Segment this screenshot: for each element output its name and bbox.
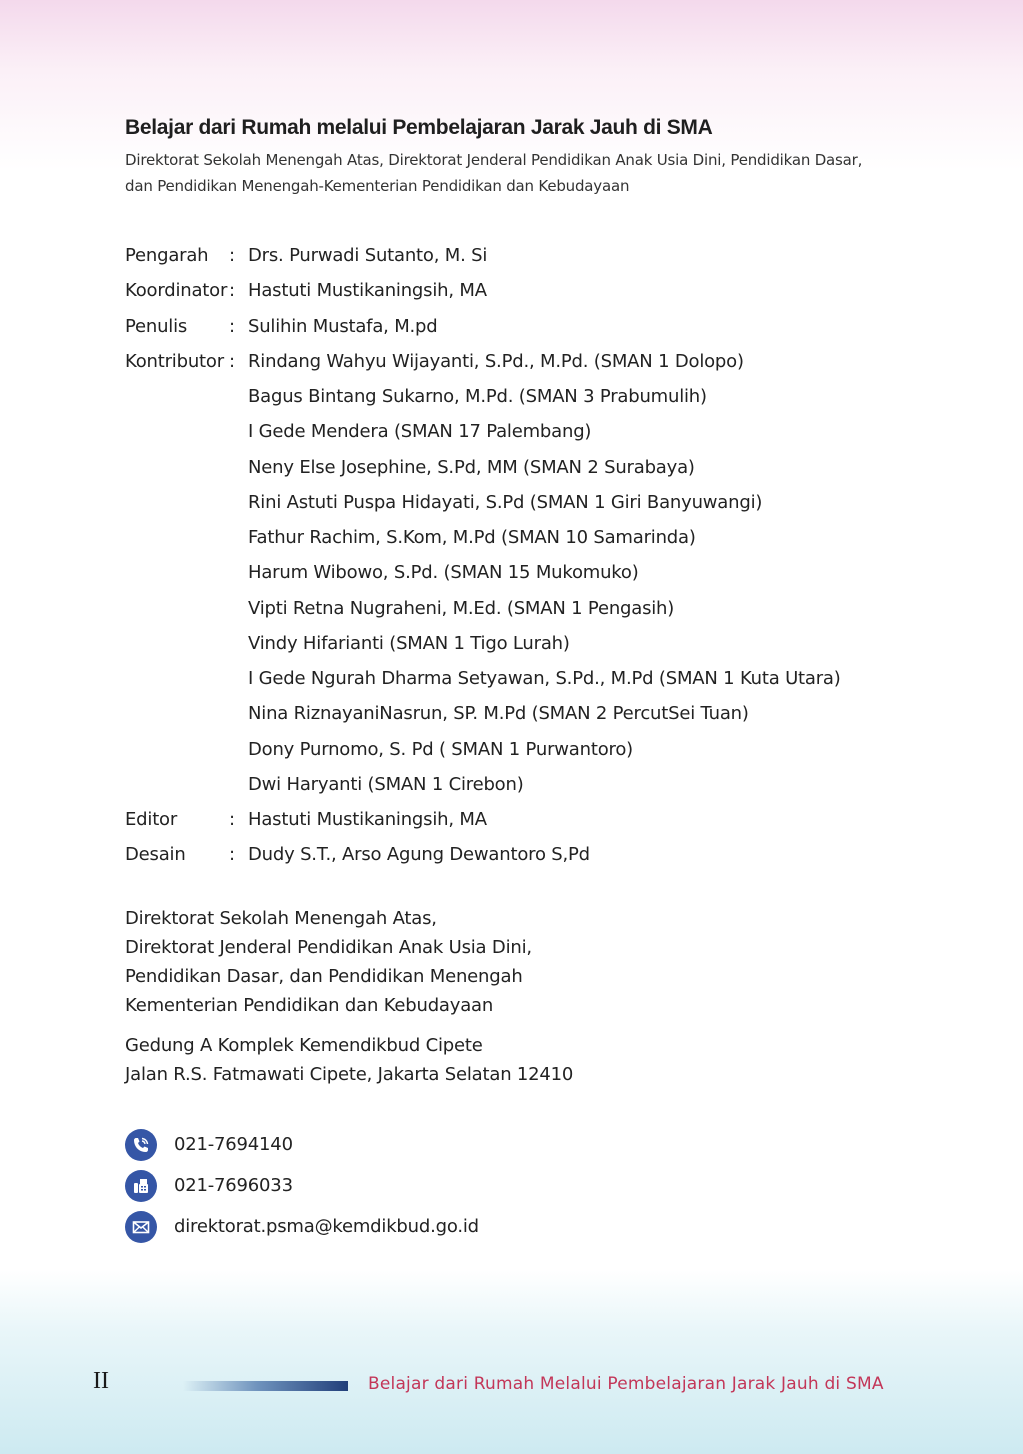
credit-row [125,309,841,344]
credit-row [125,450,841,485]
credit-colon: : [229,280,235,302]
credit-row [125,344,841,379]
email-icon [125,1211,157,1243]
credit-row [125,802,841,837]
credit-row [125,591,841,626]
credit-row [125,414,841,449]
address-line: Direktorat Sekolah Menengah Atas, [125,908,437,929]
credit-value: Sulihin Mustafa, M.pd [248,315,438,337]
credit-value: Drs. Purwadi Sutanto, M. Si [248,245,488,267]
credit-value: I Gede Ngurah Dharma Setyawan, S.Pd., M.Pd (SMAN 1 Kuta Utara) [248,668,841,690]
credit-row [125,273,841,308]
credit-row [125,238,841,273]
address-line: Direktorat Jenderal Pendidikan Anak Usia Dini, [125,937,532,958]
credit-value: Dony Purnomo, S. Pd ( SMAN 1 Purwantoro) [248,738,633,760]
credit-row [125,661,841,696]
credit-label: Desain [125,844,186,866]
credit-row [125,767,841,802]
credit-value: Dwi Haryanti (SMAN 1 Cirebon) [248,773,524,795]
credit-value: Hastuti Mustikaningsih, MA [248,809,487,831]
credit-colon: : [229,315,235,337]
address-line: Jalan R.S. Fatmawati Cipete, Jakarta Selatan 12410 [125,1064,574,1085]
subtitle-line: dan Pendidikan Menengah-Kementerian Pendidikan dan Kebudayaan [125,177,630,195]
contact-fax [125,1165,479,1206]
credit-row [125,520,841,555]
credit-value: Rini Astuti Puspa Hidayati, S.Pd (SMAN 1 Giri Banyuwangi) [248,491,763,513]
credit-value: Fathur Rachim, S.Kom, M.Pd (SMAN 10 Samarinda) [248,527,696,549]
credit-row [125,626,841,661]
credit-value: Vindy Hifarianti (SMAN 1 Tigo Lurah) [248,632,570,654]
document-subtitle [125,147,925,199]
fax-number: 021-7696033 [174,1175,293,1196]
credit-value: Nina RiznayaniNasrun, SP. M.Pd (SMAN 2 PercutSei Tuan) [248,703,749,725]
credit-row [125,732,841,767]
credit-label: Kontributor [125,350,224,372]
contact-phone [125,1124,479,1165]
document-title: Belajar dari Rumah melalui Pembelajaran Jarak Jauh di SMA [125,116,713,139]
credit-label: Koordinator [125,280,228,302]
subtitle-line: Direktorat Sekolah Menengah Atas, Direktorat Jenderal Pendidikan Anak Usia Dini, Pendidikan Dasar, [125,151,863,169]
footer-bar [183,1381,348,1391]
credit-row [125,555,841,590]
publisher-address [125,904,532,1020]
credit-row [125,837,841,872]
credit-value: Neny Else Josephine, S.Pd, MM (SMAN 2 Surabaya) [248,456,695,478]
credit-value: Hastuti Mustikaningsih, MA [248,280,487,302]
building-address [125,1031,573,1089]
phone-number: 021-7694140 [174,1134,293,1155]
credits-list [125,238,841,873]
fax-icon [125,1170,157,1202]
credit-label: Pengarah [125,245,209,267]
contact-list [125,1124,479,1247]
credit-colon: : [229,245,235,267]
credit-colon: : [229,350,235,372]
address-line: Pendidikan Dasar, dan Pendidikan Menengah [125,966,523,987]
page-number: II [93,1368,109,1394]
credit-value: Rindang Wahyu Wijayanti, S.Pd., M.Pd. (SMAN 1 Dolopo) [248,350,744,372]
credit-label: Editor [125,809,178,831]
credit-value: Harum Wibowo, S.Pd. (SMAN 15 Mukomuko) [248,562,639,584]
credit-colon: : [229,844,235,866]
credit-label: Penulis [125,315,188,337]
credit-value: Dudy S.T., Arso Agung Dewantoro S,Pd [248,844,590,866]
credit-row [125,379,841,414]
contact-email [125,1206,479,1247]
credit-colon: : [229,809,235,831]
footer-title: Belajar dari Rumah Melalui Pembelajaran Jarak Jauh di SMA [368,1374,884,1394]
credit-row [125,696,841,731]
credit-value: Bagus Bintang Sukarno, M.Pd. (SMAN 3 Prabumulih) [248,386,707,408]
credit-row [125,485,841,520]
email-address: direktorat.psma@kemdikbud.go.id [174,1216,479,1237]
phone-icon [125,1129,157,1161]
credit-value: Vipti Retna Nugraheni, M.Ed. (SMAN 1 Pengasih) [248,597,675,619]
credit-value: I Gede Mendera (SMAN 17 Palembang) [248,421,592,443]
address-line: Gedung A Komplek Kemendikbud Cipete [125,1035,483,1056]
address-line: Kementerian Pendidikan dan Kebudayaan [125,995,494,1016]
